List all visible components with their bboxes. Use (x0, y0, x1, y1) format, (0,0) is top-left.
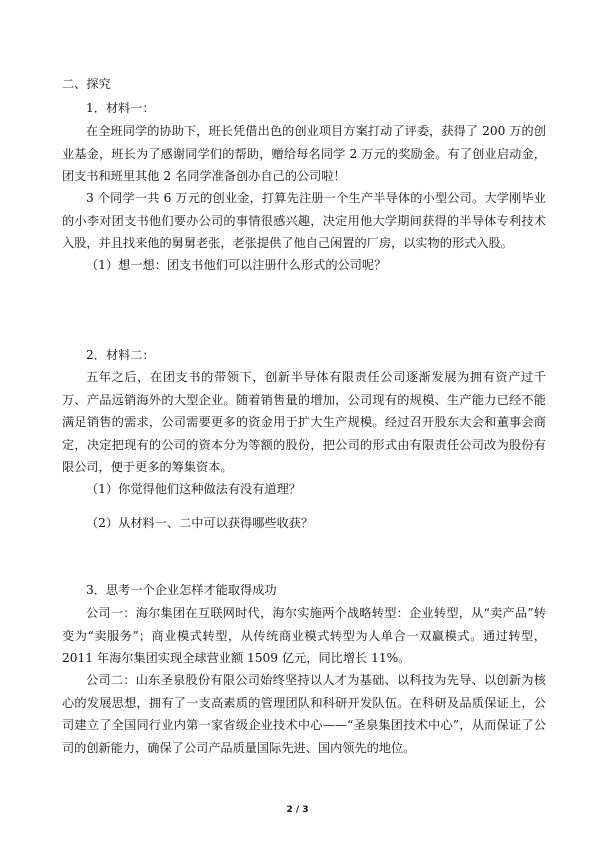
item1-paragraph-1: 在全班同学的协助下，班长凭借出色的创业项目方案打动了评委，获得了 200 万的创业基金，班长为了感谢同学们的帮助，赠给每名同学 2 万元的奖励金。有了创业启动金，团支书和班里其他 2 名同学准备创办自己的公司啦！ (62, 124, 546, 183)
item1-paragraph-2: 3 个同学一共 6 万元的创业金，打算先注册一个生产半导体的小型公司。大学刚毕业的小李对团支书他们要办公司的事情很感兴趣，决定用他大学期间获得的半导体专利技术入股，并且找来他的舅舅老张，老张提供了他自己闲置的厂房，以实物的形式入股。 (62, 191, 546, 250)
item2-question-1: （1）你觉得他们这种做法有没有道理？ (86, 482, 301, 496)
item3-company-2: 公司二：山东圣泉股份有限公司始终坚持以人才为基础、以科技为先导、以创新为核心的发展思想，拥有了一支高素质的管理团队和科研开发队伍。在科研及品质保证上，公司建立了全国同行业内第一家省级企业技术中心——“圣泉集团技术中心”，从而保证了公司的创新能力，确保了公司产品质量国际先进、国内领先的地位。 (62, 673, 546, 755)
page-number: 2 / 3 (286, 805, 309, 815)
item1-question-1: （1）想一想：团支书他们可以注册什么形式的公司呢？ (86, 258, 387, 272)
section-title: 二、探究 (62, 77, 111, 91)
item3-title: 3．思考一个企业怎样才能取得成功 (86, 583, 277, 597)
item2-title: 2．材料二： (86, 348, 155, 362)
item3-company-1: 公司一：海尔集团在互联网时代，海尔实施两个战略转型：企业转型，从“卖产品”转变为“卖服务”；商业模式转型，从传统商业模式转型为人单合一双赢模式。通过转型，2011 年海尔集团实现全球营业额 1509 亿元，同比增长 11%。 (62, 606, 546, 665)
item2-question-2: （2）从材料一、二中可以获得哪些收获？ (86, 516, 314, 530)
item1-title: 1．材料一： (86, 101, 155, 115)
item2-paragraph-1: 五年之后，在团支书的带领下，创新半导体有限责任公司逐渐发展为拥有资产过千万、产品远销海外的大型企业。随着销售量的增加，公司现有的规模、生产能力已经不能满足销售的需求，公司需要更多的资金用于扩大生产规模。经过召开股东大会和董事会商定，决定把现有的公司的资本分为等额的股份，把公司的形式由有限责任公司改为股份有限公司，便于更多的筹集资本。 (62, 370, 546, 474)
